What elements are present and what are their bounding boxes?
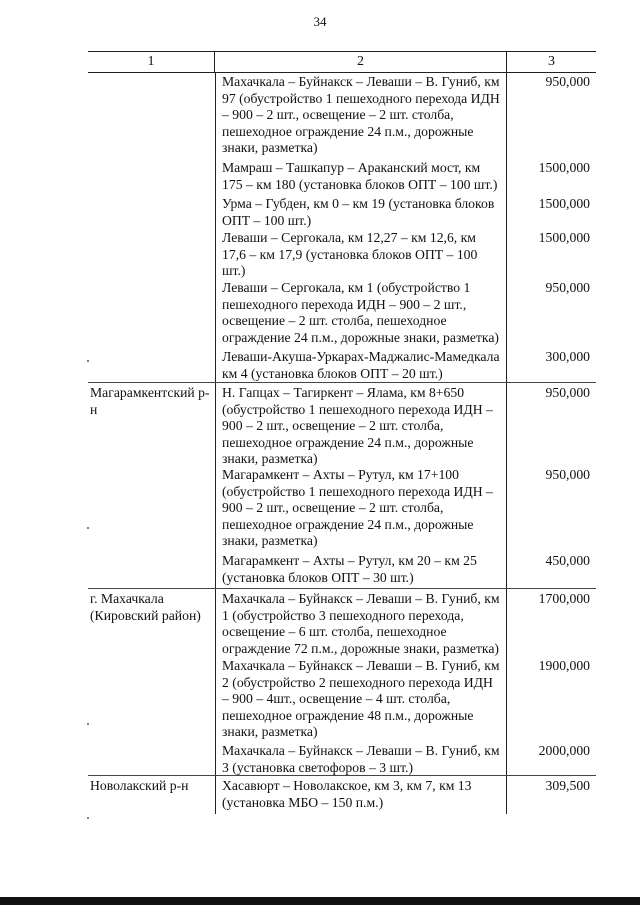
amount-cell: 309,500 (545, 778, 590, 793)
description-cell: Урма – Губден, км 0 – км 19 (установка блоков ОПТ – 100 шт.) (215, 194, 507, 228)
table-row (88, 656, 596, 741)
description-cell: Леваши-Акуша-Уркарах-Маджалис-Мамедкала км 4 (установка блоков ОПТ – 20 шт.) (215, 347, 507, 382)
header-col-3: 3 (548, 54, 555, 69)
description-cell: Магарамкент – Ахты – Рутул, км 20 – км 25 (установка блоков ОПТ – 30 шт.) (215, 551, 507, 588)
scan-speck (87, 817, 89, 819)
description-cell: Мамраш – Ташкапур – Араканский мост, км 175 – км 180 (установка блоков ОПТ – 100 шт.) (215, 158, 507, 194)
amount-cell: 950,000 (545, 385, 590, 400)
table-row (88, 278, 596, 347)
amount-cell: 1900,000 (538, 658, 590, 673)
table-row (88, 382, 596, 465)
description-cell: Н. Гапцах – Тагиркент – Ялама, км 8+650 (обустройство 1 пешеходного перехода ИДН – 900 – 2 шт., освещение – 2 шт. столба, пешеходное ограждение 24 п.м., дорожные знаки, разметка) (215, 383, 507, 465)
table-row (88, 775, 596, 814)
amount-cell: 450,000 (545, 553, 590, 568)
table-header (88, 51, 596, 73)
header-col-1: 1 (88, 52, 215, 72)
description-cell: Махачкала – Буйнакск – Леваши – В. Гуниб, км 1 (обустройство 3 пешеходного перехода, освещение – 6 шт. столба, пешеходное ограждение 72 п.м., дорожные знаки, разметка) (215, 589, 507, 656)
district-cell (88, 741, 215, 775)
description-cell: Махачкала – Буйнакск – Леваши – В. Гуниб, км 3 (установка светофоров – 3 шт.) (215, 741, 507, 775)
description-cell: Леваши – Сергокала, км 1 (обустройство 1 пешеходного перехода ИДН – 900 – 2 шт., освещение – 2 шт. столба, пешеходное ограждение 24 п.м., дорожные знаки, разметка) (215, 278, 507, 347)
district-cell (88, 194, 215, 228)
district-cell (88, 347, 215, 382)
amount-cell: 2000,000 (538, 743, 590, 758)
amount-cell: 950,000 (545, 74, 590, 89)
scan-speck (87, 723, 89, 725)
district-cell (88, 551, 215, 588)
table-row (88, 741, 596, 775)
district-cell: Магарамкентский р-н (90, 385, 210, 417)
district-cell (88, 72, 215, 158)
amount-cell: 1500,000 (538, 160, 590, 175)
table-row (88, 158, 596, 194)
scan-edge-bar (0, 897, 640, 905)
table-row (88, 347, 596, 382)
district-cell (88, 656, 215, 741)
district-cell: г. Махачкала (Кировский район) (90, 591, 201, 623)
district-cell (88, 278, 215, 347)
amount-cell: 1500,000 (538, 230, 590, 245)
amount-cell: 1500,000 (538, 196, 590, 211)
description-cell: Махачкала – Буйнакск – Леваши – В. Гуниб, км 97 (обустройство 1 пешеходного перехода ИДН – 900 – 2 шт., освещение – 2 шт. столба, пешеходное ограждение 24 п.м., дорожные знаки, разметка) (215, 72, 507, 158)
table-row (88, 194, 596, 228)
page-number: 34 (313, 14, 327, 29)
table-row (88, 228, 596, 278)
scan-speck (87, 527, 89, 529)
amount-cell: 950,000 (545, 280, 590, 295)
description-cell: Магарамкент – Ахты – Рутул, км 17+100 (обустройство 1 пешеходного перехода ИДН – 900 – 2 шт., освещение – 2 шт. столба, пешеходное ограждение 24 п.м., дорожные знаки, разметка) (215, 465, 507, 551)
table-row (88, 465, 596, 551)
description-cell: Леваши – Сергокала, км 12,27 – км 12,6, км 17,6 – км 17,9 (установка блоков ОПТ – 100 шт.) (215, 228, 507, 278)
amount-cell: 950,000 (545, 467, 590, 482)
header-col-2: 2 (215, 52, 507, 72)
table-row (88, 588, 596, 656)
table-row (88, 72, 596, 158)
description-cell: Хасавюрт – Новолакское, км 3, км 7, км 13 (установка МБО – 150 п.м.) (215, 776, 507, 814)
scan-speck (87, 360, 89, 362)
amount-cell: 1700,000 (538, 591, 590, 606)
district-cell (88, 158, 215, 194)
table-row (88, 551, 596, 588)
district-cell (88, 228, 215, 278)
district-cell (88, 465, 215, 551)
description-cell: Махачкала – Буйнакск – Леваши – В. Гуниб, км 2 (обустройство 2 пешеходного перехода ИДН – 900 – 4шт., освещение – 4 шт. столба, пешеходное ограждение 48 п.м., дорожные знаки, разметка) (215, 656, 507, 741)
amount-cell: 300,000 (545, 349, 590, 364)
table-body (88, 72, 596, 814)
district-cell: Новолакский р-н (90, 778, 189, 793)
